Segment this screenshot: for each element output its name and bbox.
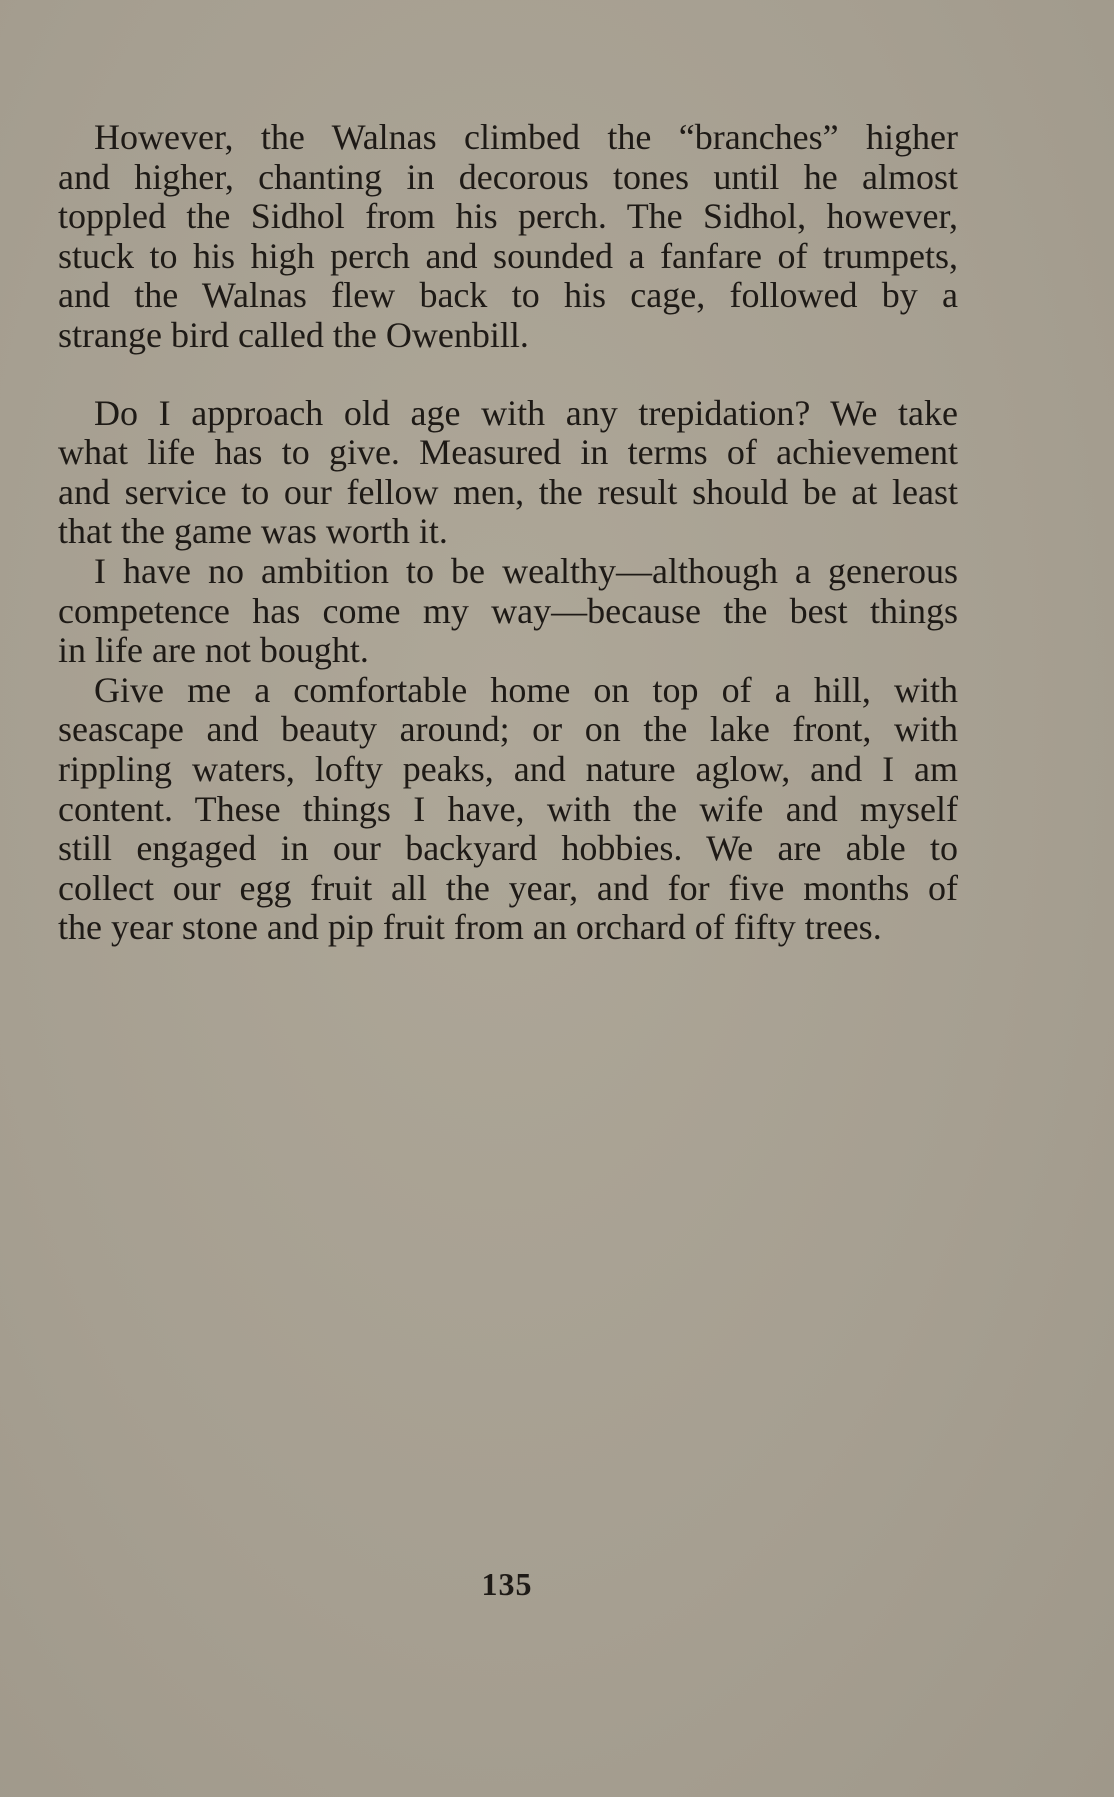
text-line: seascape and beauty around; or on the lake front, with [58, 709, 958, 750]
paragraph-4 [58, 671, 958, 948]
text-line: competence has come my way—because the best things [58, 590, 958, 631]
text-line: and higher, chanting in decorous tones until he almost [58, 156, 958, 197]
paragraph-1 [58, 118, 958, 356]
text-line: and the Walnas flew back to his cage, followed by a [58, 275, 958, 316]
text-line: I have no ambition to be wealthy—although a generous [94, 550, 958, 591]
text-line: Do I approach old age with any trepidation? We take [94, 392, 958, 433]
text-line: still engaged in our backyard hobbies. We are able to [58, 828, 958, 869]
page-number: 135 [481, 1566, 533, 1602]
paragraph-2 [58, 394, 958, 552]
text-line: content. These things I have, with the wife and myself [58, 788, 958, 829]
text-line: However, the Walnas climbed the “branches” higher [94, 117, 958, 157]
paragraph-3 [58, 552, 958, 671]
text-line: collect our egg fruit all the year, and for five months of [58, 867, 958, 908]
text-line: toppled the Sidhol from his perch. The Sidhol, however, [58, 196, 958, 237]
text-line: rippling waters, lofty peaks, and nature aglow, and I am [58, 748, 958, 789]
text-line: stuck to his high perch and sounded a fanfare of trumpets, [58, 235, 958, 276]
text-line: that the game was worth it. [58, 511, 448, 552]
paragraph-gap [58, 356, 958, 394]
text-line: the year stone and pip fruit from an orchard of fifty trees. [58, 907, 882, 948]
text-line: and service to our fellow men, the result should be at least [58, 471, 958, 512]
text-line: Give me a comfortable home on top of a hill, with [94, 669, 958, 710]
text-line: strange bird called the Owenbill. [58, 314, 529, 355]
text-line: what life has to give. Measured in terms of achievement [58, 432, 958, 473]
text-line: in life are not bought. [58, 630, 369, 671]
body-text [58, 118, 958, 948]
